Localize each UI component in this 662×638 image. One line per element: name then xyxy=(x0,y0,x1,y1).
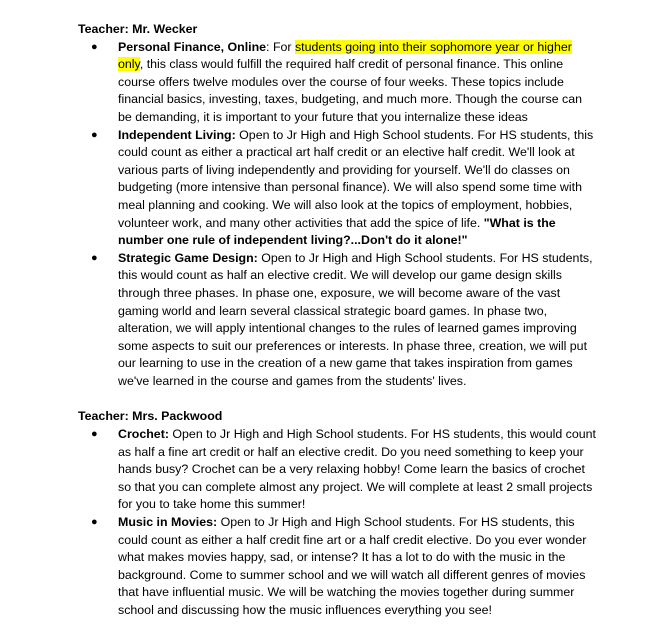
course-description: Open to Jr High and High School students. For HS students, this could count as either a half credit fine art or a half credit elective. Do you ever wonder what makes movies happy, sad, or intense? It has a lot to do with the music in the background. Come to summer school and we will watch all different genres of movies that have influential music. We will be watching the movies together during summer school and discussing how the music influences everything you see! xyxy=(118,515,587,617)
course-description: Open to Jr High and High School students. For HS students, this would count as half an elective credit. We will develop our game design skills through three phases. In phase one, exposure, we will become aware of the vast gaming world and learn several classical strategic board games. In phase two, alteration, we will apply intentional changes to the rules of learned games improving some aspects to suit our preferences or interests. In phase three, creation, we will put our learning to use in the creation of a new game that takes inspiration from games we've learned in the course and games from the students' lives. xyxy=(118,250,593,388)
course-title: Crochet: xyxy=(118,427,169,442)
course-description: Open to Jr High and High School students. For HS students, this would count as half a fine art credit or half an elective credit. Do you need something to keep your hands busy? Crochet can be a very relaxing hobby! Come learn the basics of crochet so that you can complete almost any project. We will complete at least 2 small projects for you to take home this summer! xyxy=(118,427,596,512)
course-quote: "What is the number one rule of independent living?...Don't do it alone!" xyxy=(118,215,556,248)
course-strategic-game-design xyxy=(91,250,598,391)
course-description: , this class would fulfill the required half credit of personal finance. This online course offers twelve modules over the course of four weeks. These topics include financial basics, investing, taxes, budgeting, and much more. Though the course can be demanding, it is important to your future that you internalize these ideas xyxy=(118,57,583,124)
course-title: Music in Movies: xyxy=(118,515,218,530)
highlighted-requirement: students going into their sophomore year or higher only xyxy=(118,39,572,72)
course-title: Independent Living: xyxy=(118,127,236,142)
document-body xyxy=(78,21,598,638)
bullet-icon: ● xyxy=(91,128,98,141)
bullet-icon: ● xyxy=(91,40,98,53)
course-list xyxy=(78,39,598,391)
course-text-lead: For xyxy=(272,39,295,54)
course-title: Personal Finance, Online xyxy=(118,39,267,54)
teacher-heading: Teacher: Mr. Wecker xyxy=(78,22,198,36)
course-music-in-movies xyxy=(91,514,598,620)
course-personal-finance xyxy=(91,39,598,127)
bullet-icon: ● xyxy=(91,516,98,529)
course-title-separator: : xyxy=(266,39,273,54)
teacher-section-packwood xyxy=(78,408,598,619)
course-crochet xyxy=(91,426,598,514)
bullet-icon: ● xyxy=(91,428,98,441)
course-independent-living xyxy=(91,127,598,250)
course-description: Open to Jr High and High School students. For HS students, this could count as either a practical art half credit or an elective half credit. We'll look at various parts of living independently and providing for yourself. We'll do classes on budgeting (more intensive than personal finance). We will also spend some time with meal planning and cooking. We will also look at the topics of employment, hobbies, volunteer work, and many other activities that add the spice of life. xyxy=(118,127,594,230)
course-list xyxy=(78,426,598,620)
teacher-section-wecker xyxy=(78,21,598,390)
teacher-heading: Teacher: Mrs. Packwood xyxy=(78,409,223,424)
bullet-icon: ● xyxy=(91,251,98,264)
course-title: Strategic Game Design: xyxy=(118,250,258,265)
